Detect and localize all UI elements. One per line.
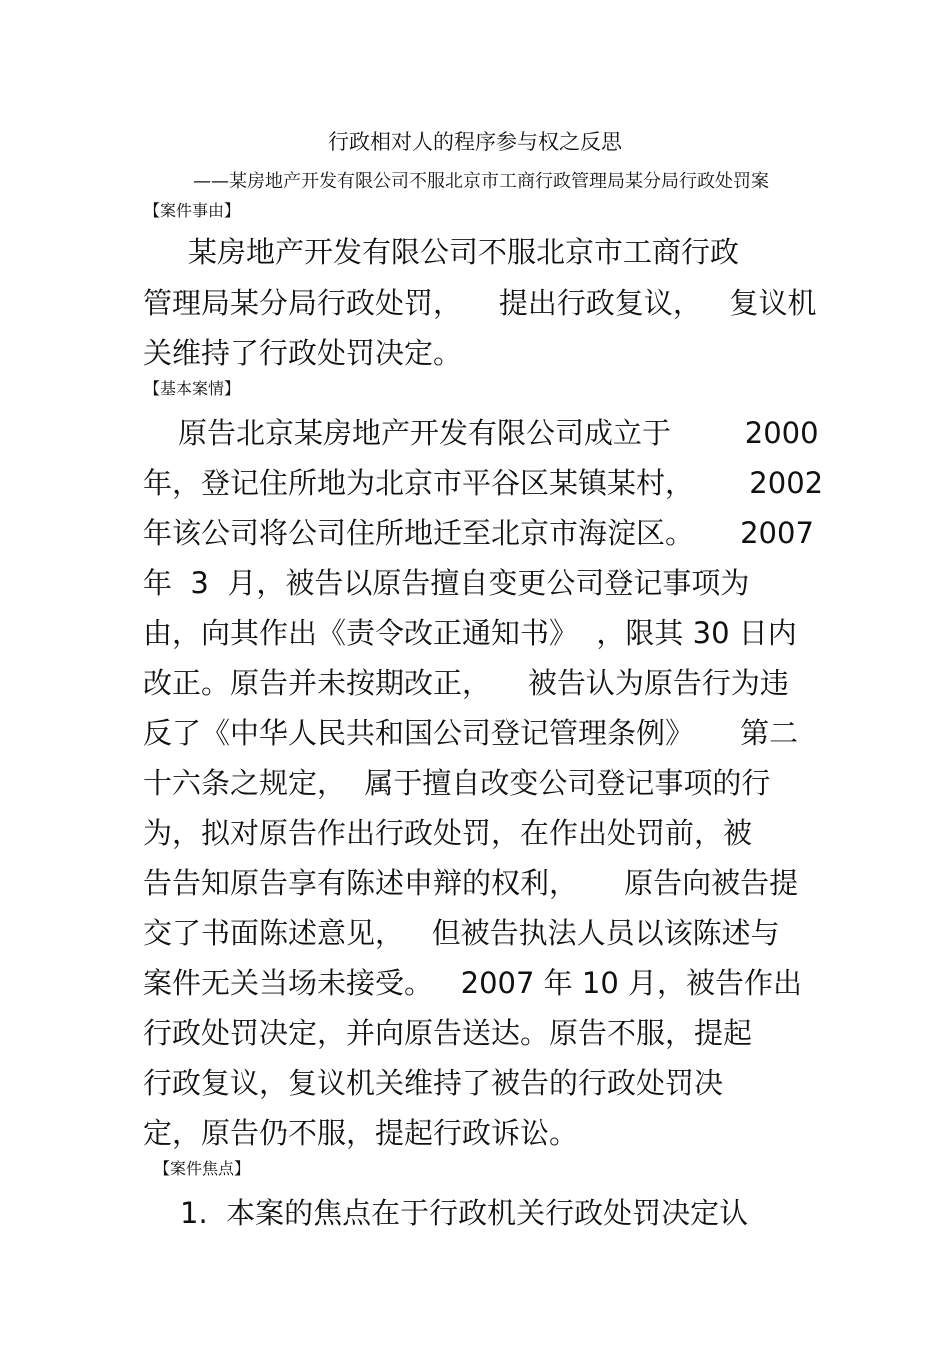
- paragraph-line: 年 3 月，被告以原告擅自变更公司登记事项为: [143, 566, 750, 600]
- paragraph-line: 由，向其作出《责令改正通知书》 ，限其 30 日内: [143, 616, 797, 650]
- paragraph-line: 年该公司将公司住所地迁至北京市海淀区。 2007: [143, 516, 814, 550]
- document-subtitle: ——某房地产开发有限公司不服北京市工商行政管理局某分局行政处罚案: [193, 171, 769, 192]
- paragraph-line: 1. 本案的焦点在于行政机关行政处罚决定认: [180, 1196, 749, 1230]
- section-heading-cause: 【案件事由】: [144, 201, 241, 220]
- paragraph-line: 原告北京某房地产开发有限公司成立于 2000: [178, 416, 819, 450]
- paragraph-line: 某房地产开发有限公司不服北京市工商行政: [188, 235, 740, 269]
- paragraph-line: 关维持了行政处罚决定。: [143, 336, 463, 370]
- paragraph-line: 定，原告仍不服，提起行政诉讼。: [143, 1116, 579, 1150]
- paragraph-line: 交了书面陈述意见， 但被告执法人员以该陈述与: [143, 916, 780, 950]
- section-heading-basic: 【基本案情】: [144, 379, 241, 398]
- paragraph-line: 年，登记住所地为北京市平谷区某镇某村， 2002: [143, 466, 824, 500]
- paragraph-line: 反了《中华人民共和国公司登记管理条例》 第二: [143, 716, 799, 750]
- section-heading-focus: 【案件焦点】: [154, 1159, 251, 1178]
- paragraph-line: 行政处罚决定，并向原告送达。原告不服，提起: [143, 1016, 753, 1050]
- paragraph-line: 改正。原告并未按期改正， 被告认为原告行为违: [143, 666, 789, 700]
- paragraph-line: 告告知原告享有陈述申辩的权利， 原告向被告提: [143, 866, 799, 900]
- paragraph-line: 案件无关当场未接受。 2007 年 10 月，被告作出: [143, 966, 803, 1000]
- paragraph-line: 十六条之规定， 属于擅自改变公司登记事项的行: [143, 766, 771, 800]
- document-title: 行政相对人的程序参与权之反思: [328, 130, 622, 154]
- paragraph-line: 管理局某分局行政处罚， 提出行政复议， 复议机: [143, 286, 817, 320]
- paragraph-line: 为，拟对原告作出行政处罚，在作出处罚前，被: [143, 816, 753, 850]
- paragraph-line: 行政复议，复议机关维持了被告的行政处罚决: [143, 1066, 724, 1100]
